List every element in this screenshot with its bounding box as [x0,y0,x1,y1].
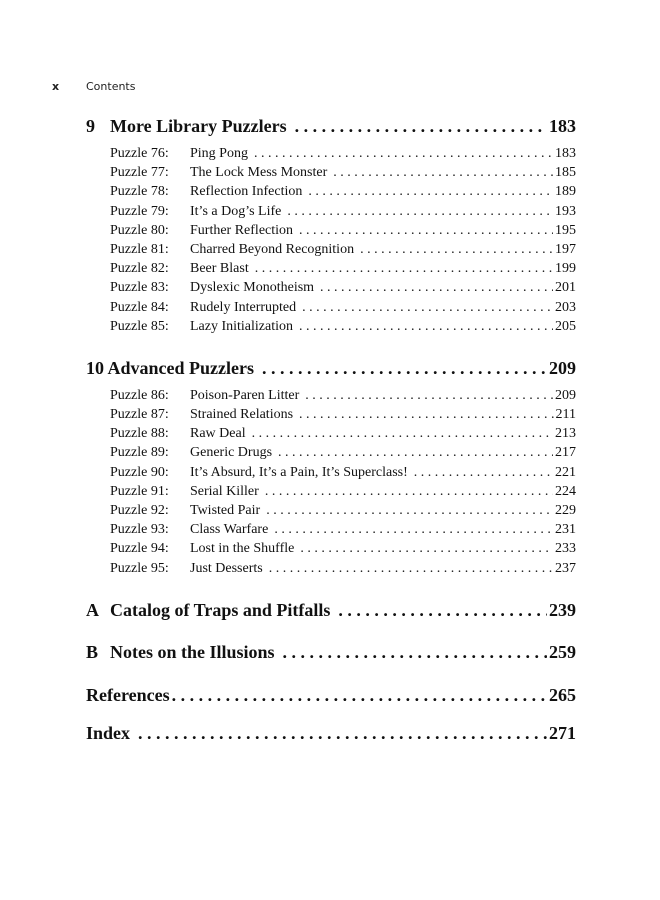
chapter-number-and-title [86,358,260,379]
puzzle-title: Lazy Initialization [190,318,294,334]
dot-leader [254,146,553,162]
puzzle-page: 233 [555,541,576,557]
toc-entry[interactable] [110,146,576,165]
dot-leader [269,561,553,577]
running-header [52,78,135,94]
puzzle-label: Puzzle 78: [110,184,169,200]
puzzle-label: Puzzle 87: [110,407,169,423]
toc-entry[interactable] [110,522,576,541]
appendix-page: 239 [549,599,576,620]
index-heading[interactable] [86,723,576,753]
index-title: Index [86,722,131,743]
appendix-heading-a[interactable] [86,600,576,630]
chapter-entries-10 [86,388,576,580]
puzzle-title: Lost in the Shuffle [190,541,295,557]
chapter-heading-9[interactable] [86,116,576,146]
puzzle-page: 193 [555,203,576,219]
toc-entry[interactable] [110,165,576,184]
dot-leader [138,723,547,744]
toc-entry[interactable] [110,445,576,464]
puzzle-title: Ping Pong [190,146,248,161]
puzzle-label: Puzzle 77: [110,165,169,181]
puzzle-label: Puzzle 81: [110,241,169,257]
references-title: References [86,684,170,705]
puzzle-label: Puzzle 92: [110,503,169,518]
toc-entry[interactable] [110,204,576,223]
dot-leader [302,300,553,316]
chapter-heading-10[interactable] [86,358,576,388]
puzzle-title: Further Reflection [190,222,294,238]
puzzle-title: Poison-Paren Litter [190,387,300,403]
toc-entry[interactable] [110,223,576,242]
toc-entry[interactable] [110,407,576,426]
puzzle-page: 195 [555,222,576,238]
dot-leader [265,484,553,500]
puzzle-page: 209 [555,387,576,403]
index-page: 271 [549,722,576,743]
dot-leader [252,426,553,442]
puzzle-page: 199 [555,261,576,277]
puzzle-label: Puzzle 89: [110,445,169,461]
puzzle-page: 224 [555,483,576,499]
references-page: 265 [549,684,576,705]
puzzle-title: It’s Absurd, It’s a Pain, It’s Superclass! [190,464,408,480]
dot-leader [287,204,553,220]
puzzle-page: 185 [555,165,576,181]
puzzle-label: Puzzle 94: [110,541,169,557]
dot-leader [414,465,553,481]
dot-leader [255,261,553,277]
puzzle-title: Charred Beyond Recognition [190,241,355,257]
chapter-title: Advanced Puzzlers [107,357,254,378]
puzzle-page: 197 [555,241,576,257]
dot-leader [299,407,553,423]
dot-leader [300,541,553,557]
puzzle-title: The Lock Mess Monster [190,165,328,181]
dot-leader [295,116,547,137]
section-spacer [86,630,576,642]
puzzle-title: It’s a Dog’s Life [190,203,282,219]
puzzle-title: Beer Blast [190,261,249,277]
puzzle-label: Puzzle 76: [110,146,169,161]
chapter-page: 183 [549,116,576,136]
toc-entry[interactable] [110,280,576,299]
puzzle-page: 231 [555,522,576,538]
toc-entry[interactable] [110,300,576,319]
toc-entry[interactable] [110,388,576,407]
page-number: x [52,79,60,93]
puzzle-page: 189 [555,184,576,200]
toc-entry[interactable] [110,484,576,503]
puzzle-title: Twisted Pair [190,503,261,518]
puzzle-label: Puzzle 84: [110,299,169,315]
section-spacer [86,580,576,600]
puzzle-title: Just Desserts [190,560,263,576]
dot-leader [283,642,547,663]
chapter-entries-9 [86,146,576,338]
chapter-number: 10 [86,357,104,378]
chapter-page: 209 [549,357,576,378]
puzzle-title: Strained Relations [190,407,294,423]
puzzle-title: Dyslexic Monotheism [190,280,315,296]
toc-entry[interactable] [110,184,576,203]
puzzle-label: Puzzle 88: [110,426,169,442]
dot-leader [320,280,553,296]
dot-leader [278,445,553,461]
puzzle-title: Serial Killer [190,483,259,499]
puzzle-title: Reflection Infection [190,184,303,200]
puzzle-title: Rudely Interrupted [190,299,297,315]
appendix-letter: A [86,599,99,620]
toc-entry[interactable] [110,319,576,338]
toc-entry[interactable] [110,503,576,522]
puzzle-title: Class Warfare [190,522,269,538]
toc-entry[interactable] [110,561,576,580]
chapter-number: 9 [86,116,95,136]
puzzle-title: Generic Drugs [190,445,273,461]
puzzle-page: 211 [555,407,576,423]
puzzle-page: 205 [555,318,576,334]
puzzle-label: Puzzle 80: [110,222,169,238]
chapter-title: More Library Puzzlers [110,116,287,136]
section-spacer [86,338,576,358]
puzzle-label: Puzzle 91: [110,483,169,499]
dot-leader [333,165,553,181]
puzzle-page: 221 [555,464,576,480]
dot-leader [305,388,553,404]
puzzle-title: Raw Deal [190,426,246,442]
appendix-letter: B [86,641,99,662]
puzzle-label: Puzzle 93: [110,522,169,538]
toc-entry[interactable] [110,541,576,560]
dot-leader [360,242,553,258]
dot-leader [338,600,547,621]
dot-leader [266,503,553,519]
puzzle-label: Puzzle 95: [110,560,169,576]
section-spacer [86,715,576,723]
dot-leader [274,522,553,538]
toc-entry[interactable] [110,465,576,484]
table-of-contents [86,116,576,753]
puzzle-page: 201 [555,280,576,296]
puzzle-label: Puzzle 83: [110,280,169,296]
toc-entry[interactable] [110,242,576,261]
dot-leader [308,184,553,200]
toc-entry[interactable] [110,261,576,280]
section-spacer [86,672,576,685]
puzzle-page: 183 [555,146,576,161]
dot-leader [262,358,547,379]
references-heading[interactable] [86,685,576,715]
puzzle-label: Puzzle 90: [110,464,169,480]
appendix-page: 259 [549,641,576,662]
dot-leader [299,319,553,335]
appendix-title: Catalog of Traps and Pitfalls [110,599,331,620]
toc-entry[interactable] [110,426,576,445]
running-title: Contents [86,79,136,93]
puzzle-label: Puzzle 79: [110,203,169,219]
puzzle-label: Puzzle 82: [110,261,169,277]
puzzle-page: 213 [555,426,576,442]
puzzle-label: Puzzle 85: [110,318,169,334]
puzzle-page: 203 [555,299,576,315]
dot-leader [172,685,547,706]
appendix-heading-b[interactable] [86,642,576,672]
puzzle-label: Puzzle 86: [110,387,169,403]
appendix-title: Notes on the Illusions [110,641,275,662]
puzzle-page: 237 [555,560,576,576]
dot-leader [299,223,553,239]
puzzle-page: 229 [555,503,576,518]
puzzle-page: 217 [555,445,576,461]
